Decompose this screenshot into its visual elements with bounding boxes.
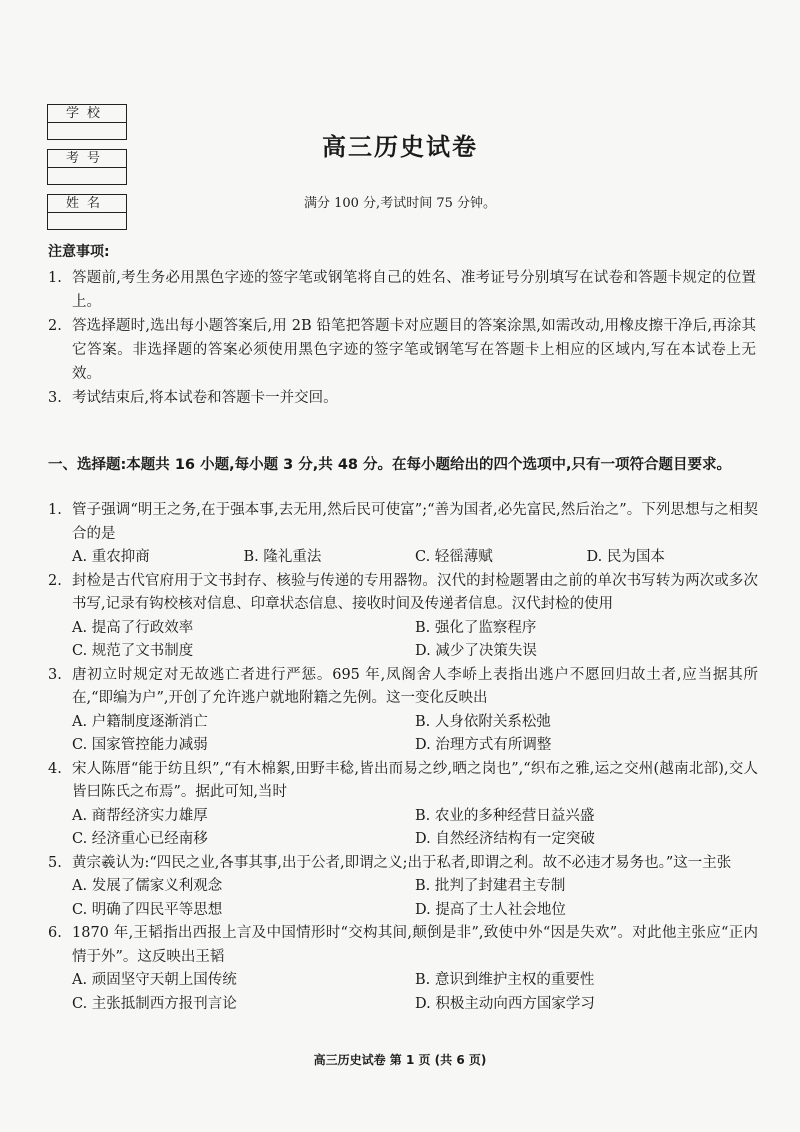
question-3 bbox=[48, 664, 758, 758]
option-c[interactable]: C. 轻徭薄赋 bbox=[415, 549, 493, 565]
page-footer: 高三历史试卷 第 1 页 (共 6 页) bbox=[313, 1053, 487, 1067]
section-heading: 一、选择题:本题共 16 小题,每小题 3 分,共 48 分。在每小题给出的四个选项中,只有一项符合题目要求。 bbox=[48, 457, 732, 473]
option-b[interactable]: B. 人身依附关系松弛 bbox=[415, 713, 551, 730]
notice-item-text: 答选择题时,选出每小题答案后,用 2B 铅笔把答题卡对应题目的答案涂黑,如需改动,用橡皮擦干净后,再涂其它答案。非选择题的答案必须使用黑色字迹的签字笔或钢笔写在答题卡上相应的区域内,写在本试卷上无效。 bbox=[72, 318, 756, 382]
option-a[interactable]: A. 顽固坚守天朝上国传统 bbox=[72, 972, 237, 988]
exam-id-field[interactable] bbox=[47, 168, 127, 185]
notice-item-number: 1. bbox=[48, 270, 62, 286]
question-stem: 黄宗羲认为:“四民之业,各事其事,出于公者,即谓之义;出于私者,即谓之利。故不必违才易务也。”这一主张 bbox=[72, 854, 732, 871]
question-stem: 管子强调“明王之务,在于强本事,去无用,然后民可使富”;“善为国者,必先富民,然后治之”。下列思想与之相契合的是 bbox=[72, 502, 758, 542]
option-a[interactable]: A. 商帮经济实力雄厚 bbox=[72, 807, 208, 824]
exam-id-label: 考号 bbox=[47, 149, 127, 168]
name-label: 姓名 bbox=[47, 194, 127, 213]
question-6 bbox=[48, 922, 758, 1016]
notice-heading: 注意事项: bbox=[48, 244, 110, 260]
question-1 bbox=[48, 499, 758, 570]
option-b[interactable]: B. 意识到维护主权的重要性 bbox=[415, 972, 595, 988]
option-c[interactable]: C. 规范了文书制度 bbox=[72, 643, 194, 659]
question-5 bbox=[48, 852, 758, 923]
option-b[interactable]: B. 农业的多种经营日益兴盛 bbox=[415, 807, 595, 824]
page-title: 高三历史试卷 bbox=[322, 133, 478, 161]
option-a[interactable]: A. 重农抑商 bbox=[72, 549, 150, 565]
question-number: 2. bbox=[48, 572, 62, 589]
school-label: 学校 bbox=[47, 104, 127, 123]
question-list bbox=[48, 499, 758, 1016]
question-4 bbox=[48, 758, 758, 852]
option-a[interactable]: A. 发展了儒家义利观念 bbox=[72, 878, 223, 894]
option-a[interactable]: A. 提高了行政效率 bbox=[72, 619, 194, 636]
option-b[interactable]: B. 强化了监察程序 bbox=[415, 619, 537, 636]
question-2 bbox=[48, 570, 758, 664]
option-d[interactable]: D. 自然经济结构有一定突破 bbox=[415, 831, 595, 847]
option-b[interactable]: B. 隆礼重法 bbox=[243, 549, 322, 565]
exam-subtitle: 满分 100 分,考试时间 75 分钟。 bbox=[303, 196, 497, 211]
question-number: 5. bbox=[48, 854, 62, 871]
notice-item bbox=[48, 266, 756, 314]
option-b[interactable]: B. 批判了封建君主专制 bbox=[415, 878, 566, 894]
option-c[interactable]: C. 明确了四民平等思想 bbox=[72, 901, 223, 918]
notice-item-text: 答题前,考生务必用黑色字迹的签字笔或钢笔将自己的姓名、准考证号分别填写在试卷和答题卡规定的位置上。 bbox=[72, 270, 756, 310]
notice-item bbox=[48, 386, 756, 410]
notice-list bbox=[48, 266, 756, 410]
option-d[interactable]: D. 民为国本 bbox=[586, 549, 665, 565]
option-c[interactable]: C. 经济重心已经南移 bbox=[72, 831, 208, 847]
question-stem: 唐初立时规定对无故逃亡者进行严惩。695 年,凤阁舍人李峤上表指出逃户不愿回归故土者,应当据其所在,“即编为户”,开创了允许逃户就地附籍之先例。这一变化反映出 bbox=[72, 666, 758, 706]
name-field[interactable] bbox=[47, 213, 127, 230]
candidate-info-box bbox=[47, 104, 127, 230]
question-number: 4. bbox=[48, 760, 62, 777]
question-stem: 1870 年,王韬指出西报上言及中国情形时“交构其间,颠倒是非”,致使中外“因是失欢”。对此他主张应“正内情于外”。这反映出王韬 bbox=[72, 925, 758, 965]
notice-item bbox=[48, 314, 756, 386]
question-stem: 宋人陈厝“能于纺且织”,“有木棉絮,田野丰稔,皆出而易之纱,晒之岗也”,“织布之雅,运之交州(越南北部),交人皆曰陈氏之布焉”。据此可知,当时 bbox=[72, 760, 758, 800]
option-c[interactable]: C. 国家管控能力减弱 bbox=[72, 737, 208, 753]
notice-item-text: 考试结束后,将本试卷和答题卡一并交回。 bbox=[72, 390, 338, 406]
question-number: 3. bbox=[48, 666, 62, 683]
notice-item-number: 3. bbox=[48, 390, 62, 406]
option-d[interactable]: D. 减少了决策失误 bbox=[415, 643, 537, 659]
option-d[interactable]: D. 治理方式有所调整 bbox=[415, 737, 552, 753]
notice-item-number: 2. bbox=[48, 318, 62, 334]
option-d[interactable]: D. 积极主动向西方国家学习 bbox=[415, 995, 595, 1012]
question-stem: 封检是古代官府用于文书封存、核验与传递的专用器物。汉代的封检题署由之前的单次书写转为两次或多次书写,记录有钩校核对信息、印章状态信息、接收时间及传递者信息。汉代封检的使用 bbox=[72, 572, 758, 612]
question-number: 1. bbox=[48, 502, 62, 518]
option-a[interactable]: A. 户籍制度逐渐消亡 bbox=[72, 713, 208, 730]
option-d[interactable]: D. 提高了士人社会地位 bbox=[415, 901, 566, 918]
question-number: 6. bbox=[48, 925, 62, 941]
option-c[interactable]: C. 主张抵制西方报刊言论 bbox=[72, 995, 237, 1012]
